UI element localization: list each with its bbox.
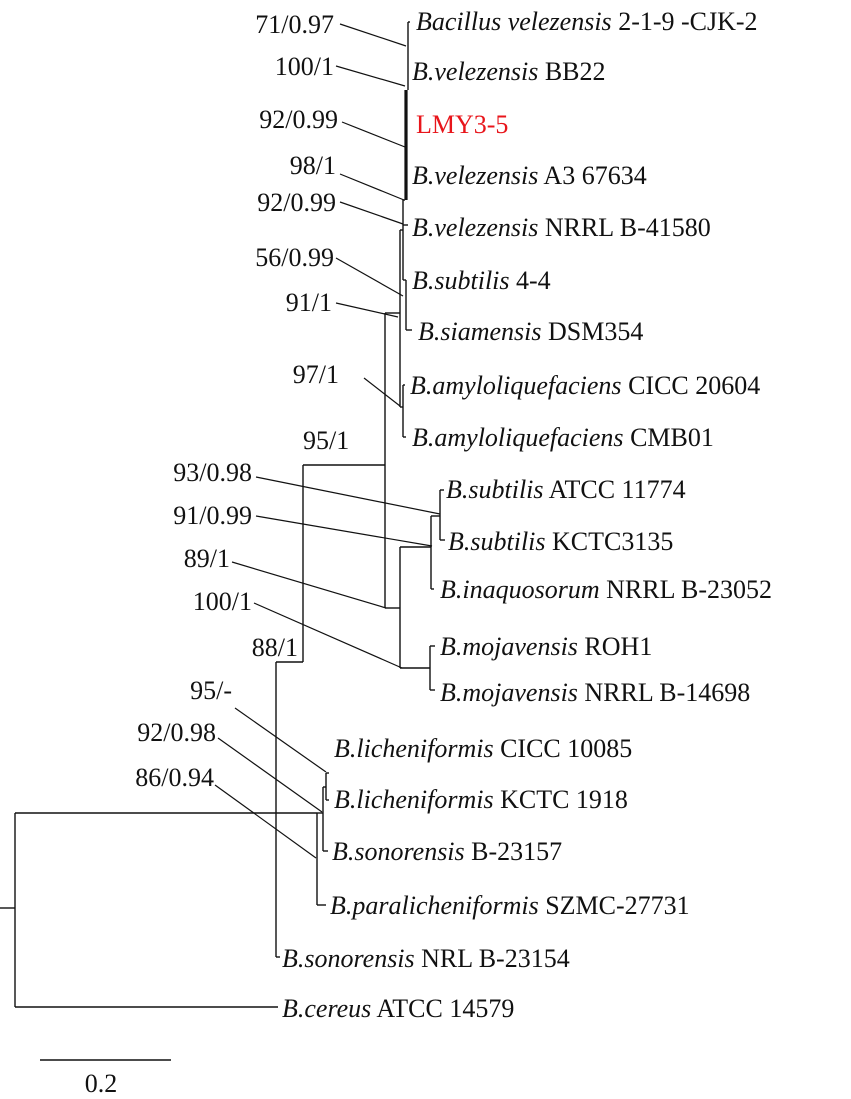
taxon-label: B.amyloliquefaciens CICC 20604	[410, 371, 761, 400]
taxon-label: B.subtilis KCTC3135	[448, 527, 674, 556]
support-values	[135, 10, 349, 792]
taxon-label: B.mojavensis NRRL B-14698	[440, 678, 751, 707]
scale-bar-label: 0.2	[84, 1069, 118, 1098]
leader-100a	[336, 66, 405, 86]
leader-93	[256, 477, 440, 514]
support-value: 91/1	[285, 288, 332, 317]
leader-89	[232, 562, 386, 608]
support-value: 92/0.99	[259, 105, 338, 134]
support-value: 88/1	[251, 633, 298, 662]
taxon-label: B.subtilis 4-4	[412, 266, 551, 295]
leader-92b	[340, 202, 403, 224]
support-value: 86/0.94	[135, 763, 214, 792]
support-value: 56/0.99	[255, 243, 334, 272]
leader-91a	[336, 303, 398, 317]
leader-56	[336, 258, 403, 296]
taxon-label: B.sonorensis B-23157	[332, 837, 563, 866]
taxon-label: B.amyloliquefaciens CMB01	[412, 423, 714, 452]
support-value: 98/1	[289, 151, 336, 180]
taxon-label: B.mojavensis ROH1	[440, 632, 653, 661]
taxon-label: B.velezensis BB22	[412, 57, 606, 86]
taxon-label: B.subtilis ATCC 11774	[446, 475, 686, 504]
support-value: 95/-	[190, 676, 232, 705]
leader-98	[340, 174, 404, 200]
taxon-label: B.inaquosorum NRRL B-23052	[440, 575, 773, 604]
support-value: 92/0.98	[137, 718, 216, 747]
support-value: 91/0.99	[173, 501, 252, 530]
support-value: 97/1	[292, 360, 339, 389]
scale-bar	[40, 1060, 171, 1098]
support-value: 100/1	[192, 587, 252, 616]
leader-97	[364, 378, 400, 406]
support-value: 92/0.99	[257, 188, 336, 217]
taxon-label: B.velezensis A3 67634	[412, 161, 647, 190]
leader-92a	[342, 122, 405, 147]
support-value: 93/0.98	[173, 458, 252, 487]
support-value: 89/1	[183, 544, 230, 573]
taxon-label: B.velezensis NRRL B-41580	[412, 213, 711, 242]
taxon-label: B.siamensis DSM354	[418, 317, 644, 346]
taxon-label-highlight: LMY3-5	[416, 110, 509, 139]
taxon-label: B.licheniformis CICC 10085	[334, 734, 633, 763]
support-value: 95/1	[303, 426, 350, 455]
leader-71	[340, 24, 406, 46]
support-value: 100/1	[274, 52, 334, 81]
taxon-labels	[282, 7, 772, 1023]
taxon-label: B.licheniformis KCTC 1918	[334, 785, 628, 814]
taxon-label: B.cereus ATCC 14579	[282, 994, 515, 1023]
support-value: 71/0.97	[255, 10, 334, 39]
taxon-label: Bacillus velezensis 2-1-9 -CJK-2	[416, 7, 758, 36]
leader-95dash	[235, 708, 326, 772]
taxon-label: B.paralicheniformis SZMC-27731	[330, 891, 690, 920]
leader-91b	[256, 516, 432, 546]
leader-92c	[218, 738, 322, 812]
taxon-label: B.sonorensis NRL B-23154	[282, 944, 570, 973]
leader-86	[215, 785, 316, 858]
